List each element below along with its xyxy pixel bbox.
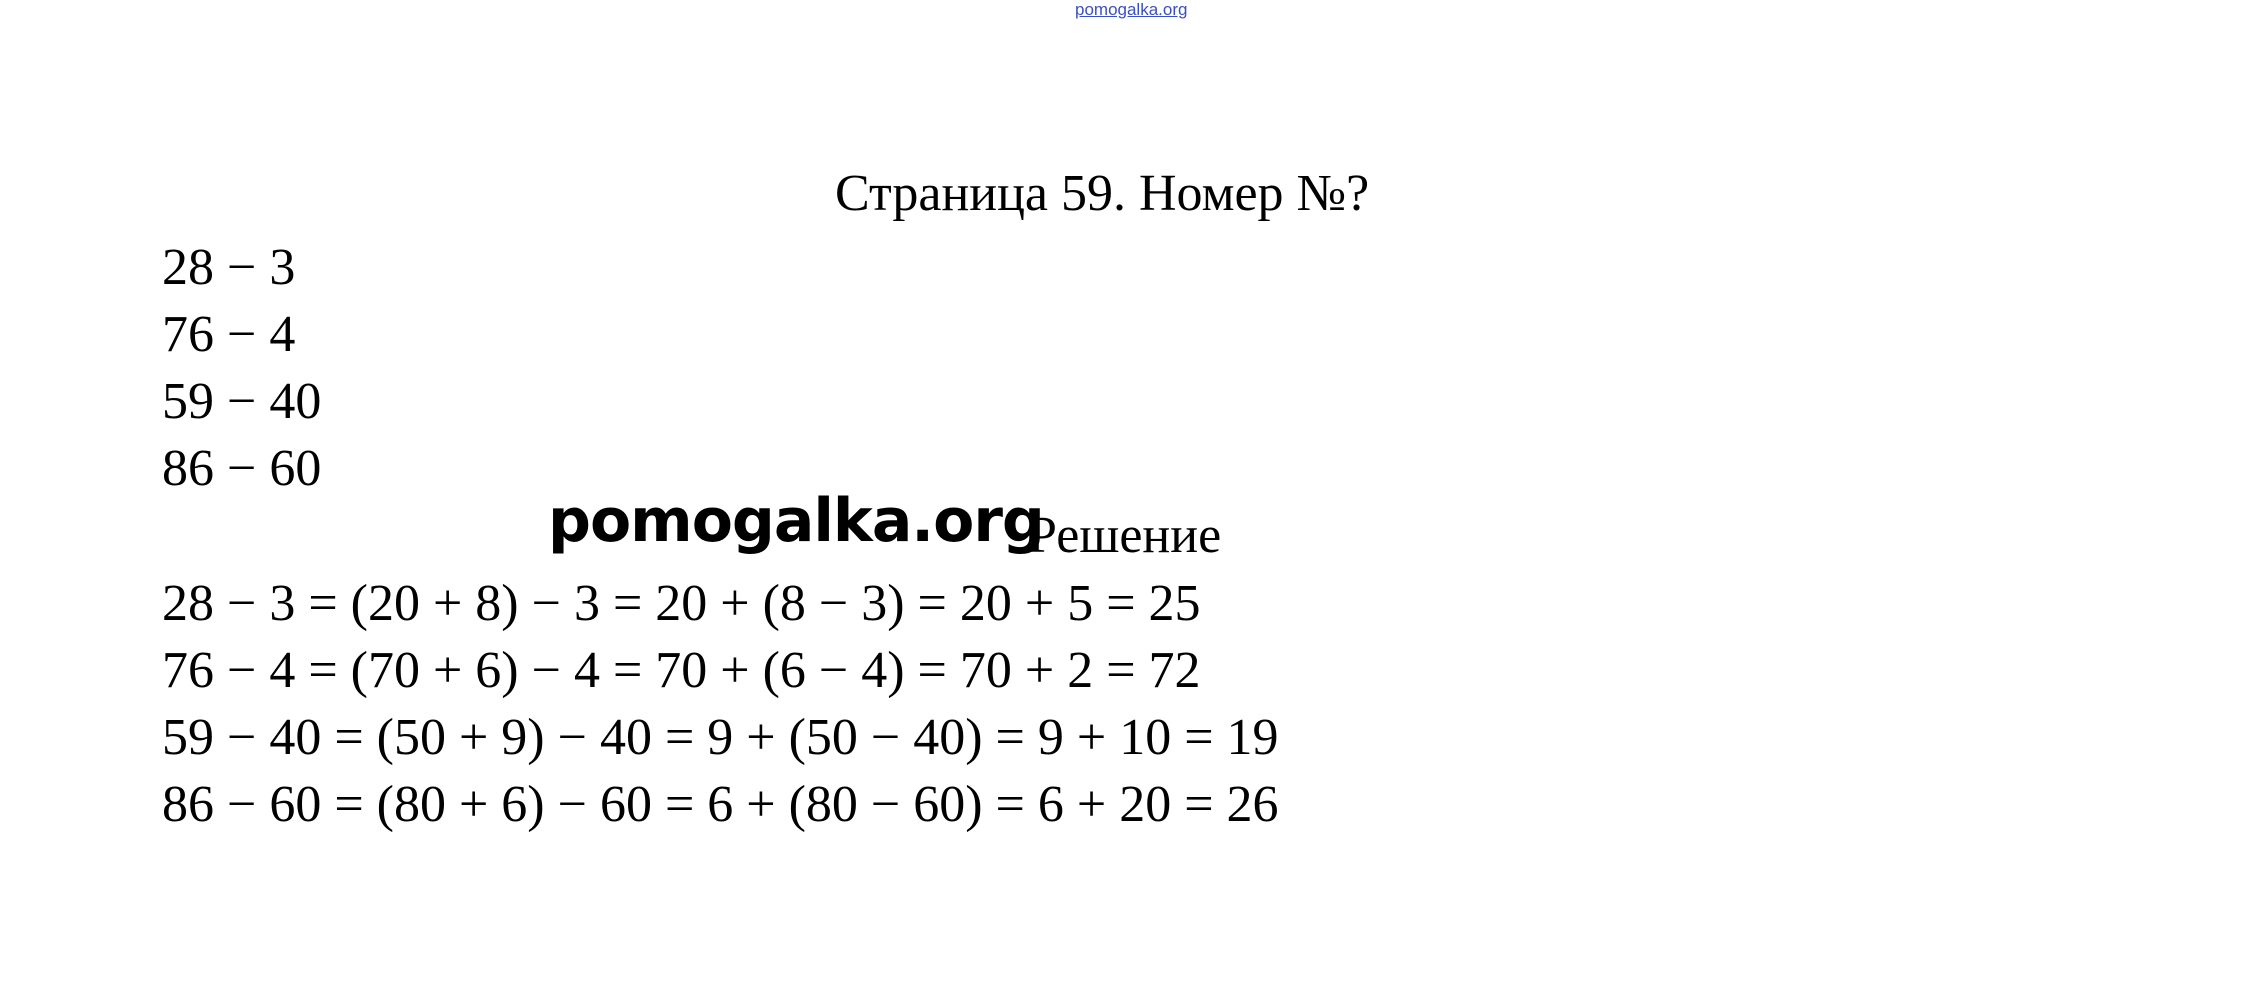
page-title: Страница 59. Номер №? [835,165,1370,222]
problem-line-1: 28 − 3 [162,239,296,296]
solution-heading: Решение [1028,507,1222,564]
problem-line-4: 86 − 60 [162,440,322,497]
solution-line-2: 76 − 4 = (70 + 6) − 4 = 70 + (6 − 4) = 70 + 2 = 72 [162,642,1201,699]
problem-line-2: 76 − 4 [162,306,296,363]
solution-line-1: 28 − 3 = (20 + 8) − 3 = 20 + (8 − 3) = 20 + 5 = 25 [162,575,1201,632]
site-link[interactable]: pomogalka.org [1075,0,1188,19]
problem-line-3: 59 − 40 [162,373,322,430]
watermark-logo: pomogalka.org [548,486,1044,556]
solution-line-4: 86 − 60 = (80 + 6) − 60 = 6 + (80 − 60) = 6 + 20 = 26 [162,776,1279,833]
solution-line-3: 59 − 40 = (50 + 9) − 40 = 9 + (50 − 40) = 9 + 10 = 19 [162,709,1279,766]
